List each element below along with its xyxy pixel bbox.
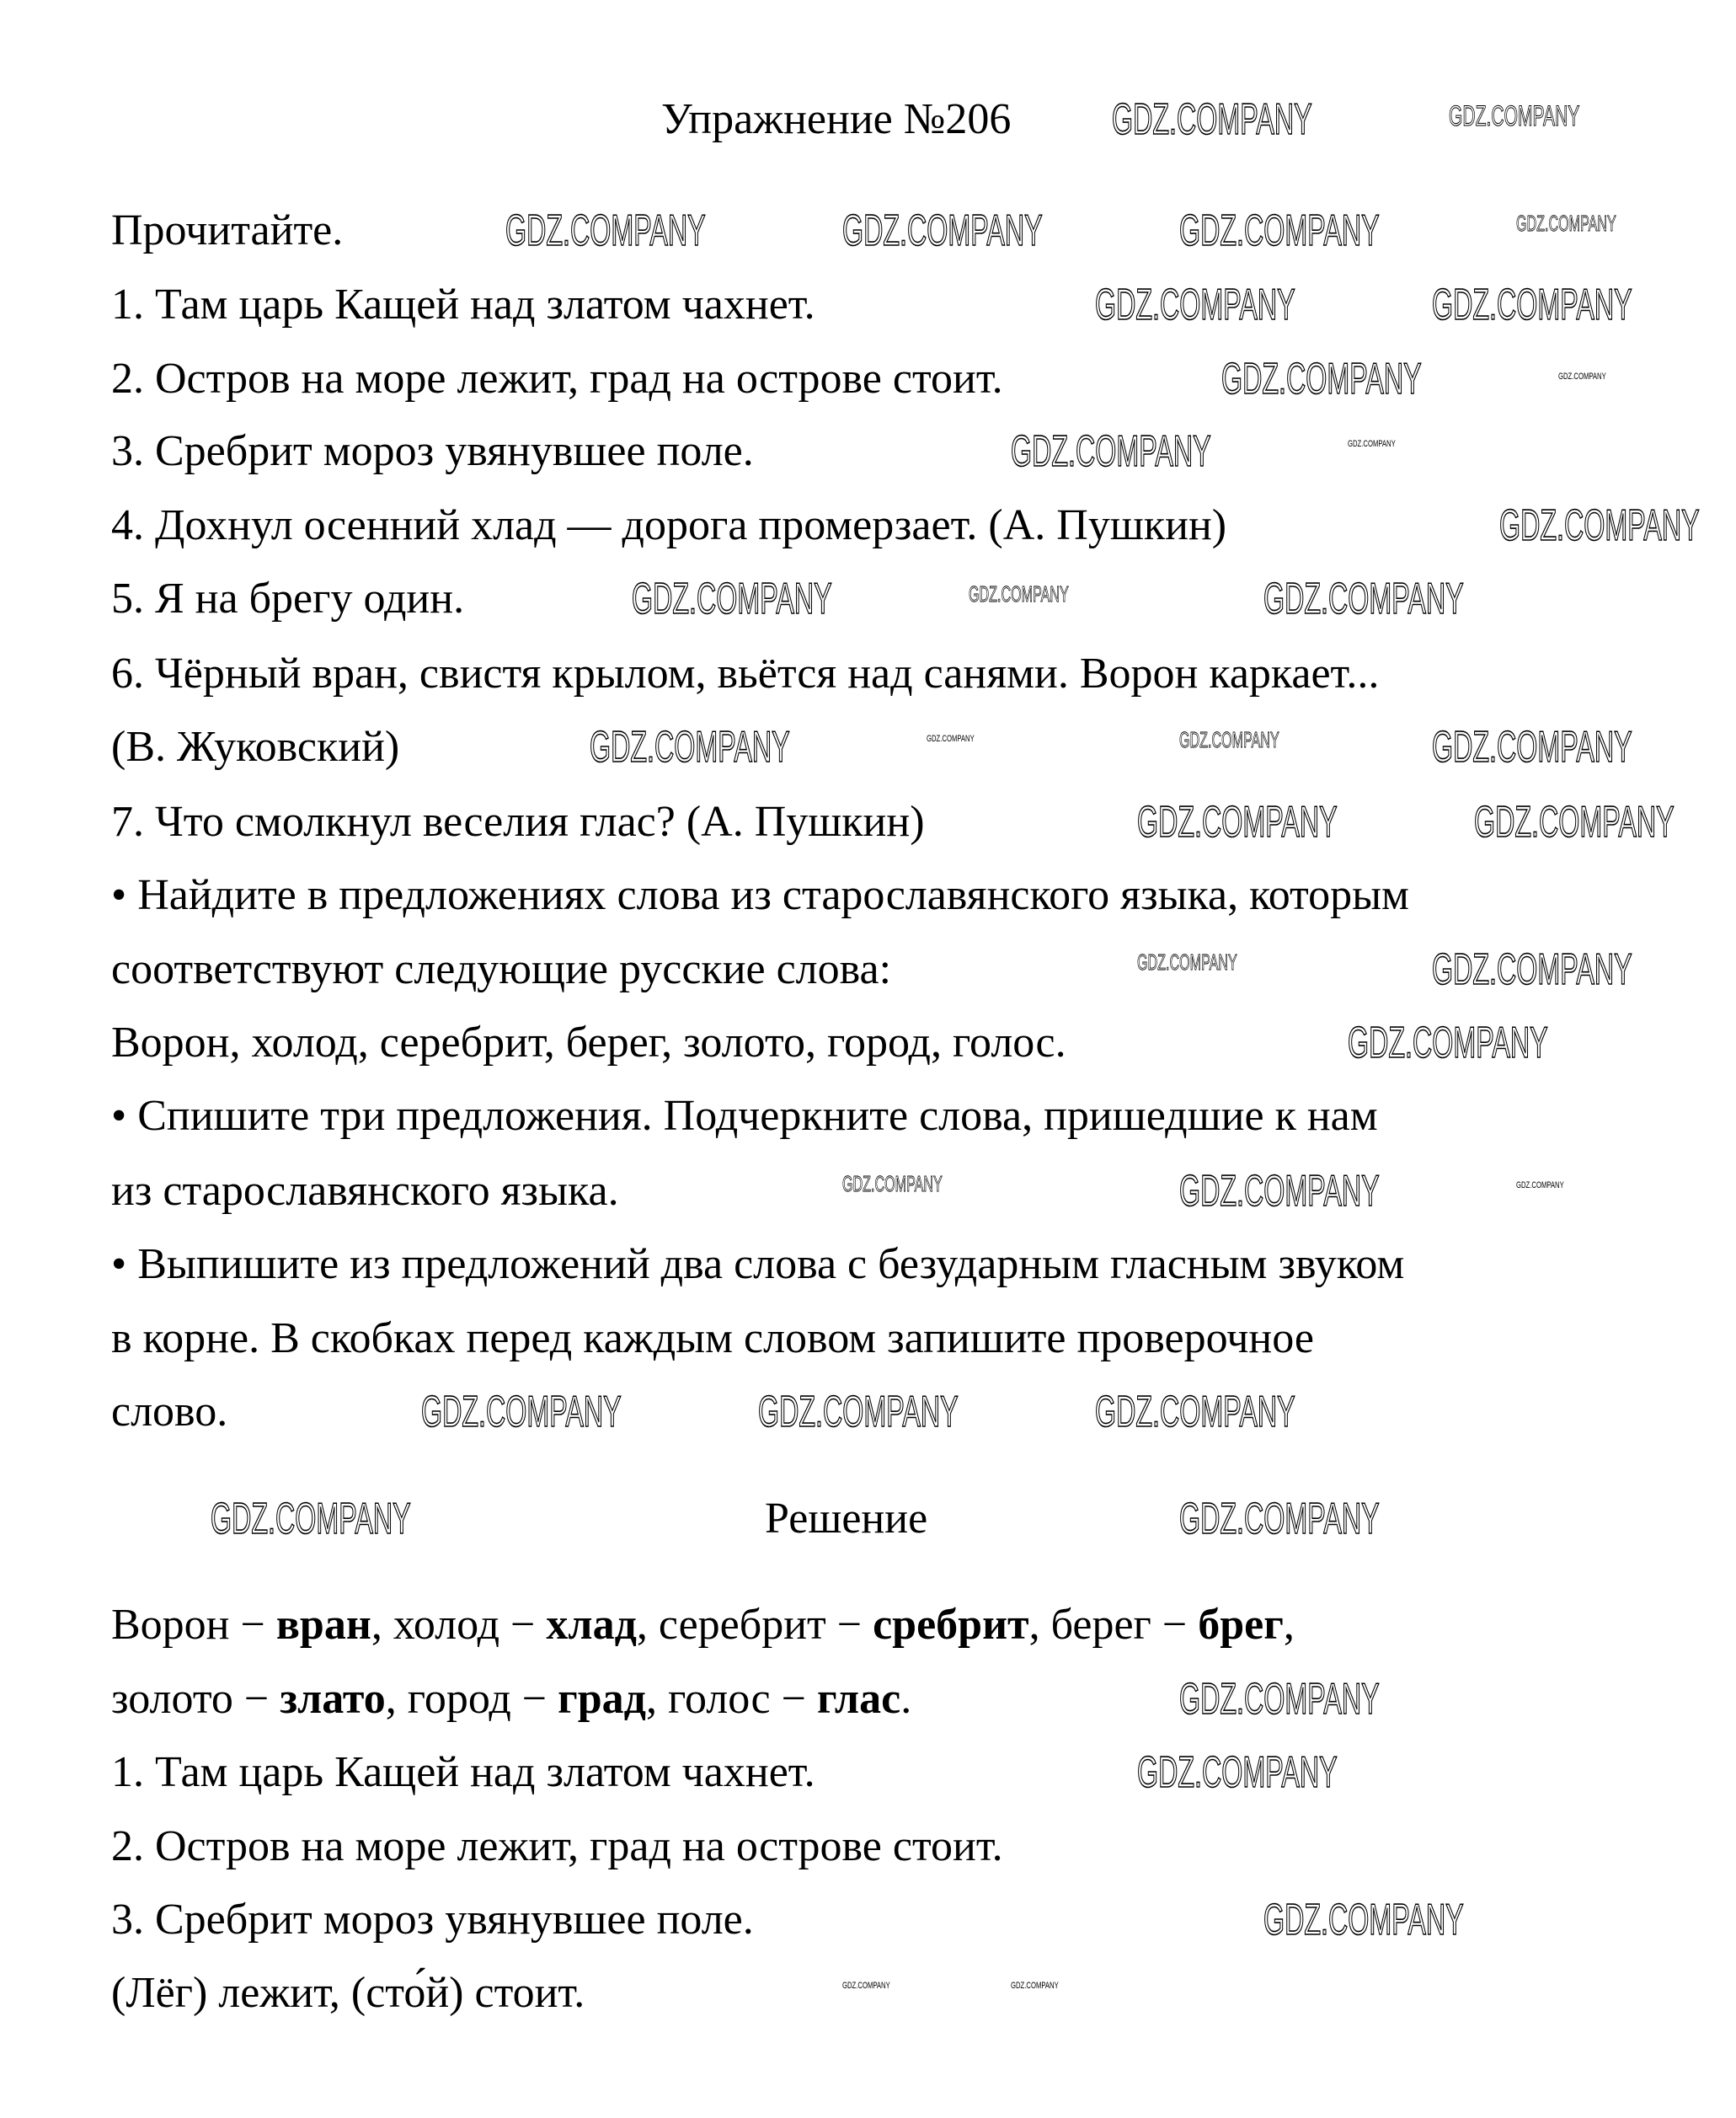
modern-word: , берег − bbox=[1028, 1601, 1199, 1649]
solution-line: 3. Сребрит мороз увянувшее поле. bbox=[111, 1896, 754, 1944]
watermark: GDZ.COMPANY bbox=[1474, 798, 1675, 847]
watermark: GDZ.COMPANY bbox=[842, 1981, 890, 1991]
watermark: GDZ.COMPANY bbox=[632, 575, 832, 623]
watermark: GDZ.COMPANY bbox=[758, 1388, 959, 1436]
watermark: GDZ.COMPANY bbox=[1348, 439, 1396, 449]
solution-line: 2. Остров на море лежит, град на острове стоит. bbox=[111, 1822, 1003, 1870]
watermark: GDZ.COMPANY bbox=[1179, 1675, 1380, 1724]
watermark: GDZ.COMPANY bbox=[1112, 95, 1312, 144]
watermark: GDZ.COMPANY bbox=[1499, 501, 1700, 550]
watermark: GDZ.COMPANY bbox=[1095, 281, 1295, 329]
solution-line: (Лёг) лежит, (сто́й) стоит. bbox=[111, 1969, 585, 2017]
watermark: GDZ.COMPANY bbox=[1011, 427, 1211, 476]
watermark: GDZ.COMPANY bbox=[969, 581, 1069, 607]
solution-pairs-line bbox=[111, 1600, 1295, 1650]
task-line: 6. Чёрный вран, свистя крылом, вьётся над санями. Ворон каркает... bbox=[111, 650, 1380, 698]
watermark: GDZ.COMPANY bbox=[1179, 1167, 1380, 1216]
old-slavonic-word: злато bbox=[280, 1675, 386, 1723]
watermark: GDZ.COMPANY bbox=[1221, 355, 1422, 404]
watermark: GDZ.COMPANY bbox=[1137, 1748, 1338, 1797]
watermark: GDZ.COMPANY bbox=[505, 206, 706, 255]
watermark: GDZ.COMPANY bbox=[1263, 575, 1464, 623]
watermark: GDZ.COMPANY bbox=[842, 206, 1043, 255]
task-line: (В. Жуковский) bbox=[111, 723, 400, 771]
modern-word: , холод − bbox=[371, 1601, 547, 1649]
watermark: GDZ.COMPANY bbox=[1179, 727, 1279, 752]
task-line: • Найдите в предложениях слова из старославянского языка, которым bbox=[111, 871, 1409, 919]
watermark: GDZ.COMPANY bbox=[1432, 945, 1632, 994]
modern-word: Ворон − bbox=[111, 1601, 276, 1649]
watermark: GDZ.COMPANY bbox=[1011, 1981, 1059, 1991]
modern-word: , серебрит − bbox=[636, 1601, 873, 1649]
old-slavonic-word: брег bbox=[1198, 1601, 1284, 1649]
watermark: GDZ.COMPANY bbox=[1095, 1388, 1295, 1436]
watermark: GDZ.COMPANY bbox=[842, 1171, 943, 1196]
task-line: 5. Я на брегу один. bbox=[111, 575, 465, 623]
watermark: GDZ.COMPANY bbox=[211, 1495, 411, 1543]
watermark: GDZ.COMPANY bbox=[1432, 281, 1632, 329]
punctuation: . bbox=[900, 1675, 912, 1723]
solution-line: 1. Там царь Кащей над златом чахнет. bbox=[111, 1748, 815, 1796]
task-line: соответствуют следующие русские слова: bbox=[111, 945, 892, 993]
old-slavonic-word: сребрит bbox=[873, 1601, 1029, 1649]
watermark: GDZ.COMPANY bbox=[927, 734, 975, 744]
punctuation: , bbox=[1283, 1601, 1295, 1649]
task-line: 3. Сребрит мороз увянувшее поле. bbox=[111, 427, 754, 475]
watermark: GDZ.COMPANY bbox=[590, 723, 790, 772]
modern-word: золото − bbox=[111, 1675, 280, 1723]
task-line: слово. bbox=[111, 1388, 228, 1436]
watermark: GDZ.COMPANY bbox=[421, 1388, 622, 1436]
watermark: GDZ.COMPANY bbox=[1137, 949, 1237, 975]
watermark: GDZ.COMPANY bbox=[1558, 372, 1606, 382]
task-line: 4. Дохнул осенний хлад — дорога промерзает. (А. Пушкин) bbox=[111, 501, 1227, 549]
modern-word: , город − bbox=[385, 1675, 558, 1723]
task-intro: Прочитайте. bbox=[111, 206, 344, 254]
task-line: 2. Остров на море лежит, град на острове стоит. bbox=[111, 355, 1003, 403]
watermark: GDZ.COMPANY bbox=[1179, 1495, 1380, 1543]
old-slavonic-word: град bbox=[558, 1675, 646, 1723]
solution-pairs-line bbox=[111, 1674, 911, 1725]
watermark: GDZ.COMPANY bbox=[1516, 211, 1616, 236]
watermark: GDZ.COMPANY bbox=[1137, 798, 1338, 847]
watermark: GDZ.COMPANY bbox=[1516, 1180, 1564, 1190]
old-slavonic-word: хлад bbox=[546, 1601, 637, 1649]
solution-heading: Решение bbox=[765, 1495, 928, 1543]
task-line: • Спишите три предложения. Подчеркните слова, пришедшие к нам bbox=[111, 1092, 1378, 1140]
watermark: GDZ.COMPANY bbox=[1348, 1019, 1548, 1067]
watermark: GDZ.COMPANY bbox=[1179, 206, 1380, 255]
task-line: Ворон, холод, серебрит, берег, золото, город, голос. bbox=[111, 1019, 1066, 1067]
watermark: GDZ.COMPANY bbox=[1263, 1896, 1464, 1944]
task-line: в корне. В скобках перед каждым словом запишите проверочное bbox=[111, 1314, 1314, 1362]
exercise-title: Упражнение №206 bbox=[661, 95, 1012, 143]
old-slavonic-word: вран bbox=[275, 1601, 371, 1649]
task-line: 7. Что смолкнул веселия глас? (А. Пушкин) bbox=[111, 798, 925, 846]
modern-word: , голос − bbox=[645, 1675, 817, 1723]
watermark: GDZ.COMPANY bbox=[1449, 100, 1580, 132]
task-line: • Выпишите из предложений два слова с безударным гласным звуком bbox=[111, 1240, 1405, 1288]
task-line: из старославянского языка. bbox=[111, 1167, 619, 1215]
task-line: 1. Там царь Кащей над златом чахнет. bbox=[111, 281, 815, 329]
old-slavonic-word: глас bbox=[816, 1675, 901, 1723]
watermark: GDZ.COMPANY bbox=[1432, 723, 1632, 772]
